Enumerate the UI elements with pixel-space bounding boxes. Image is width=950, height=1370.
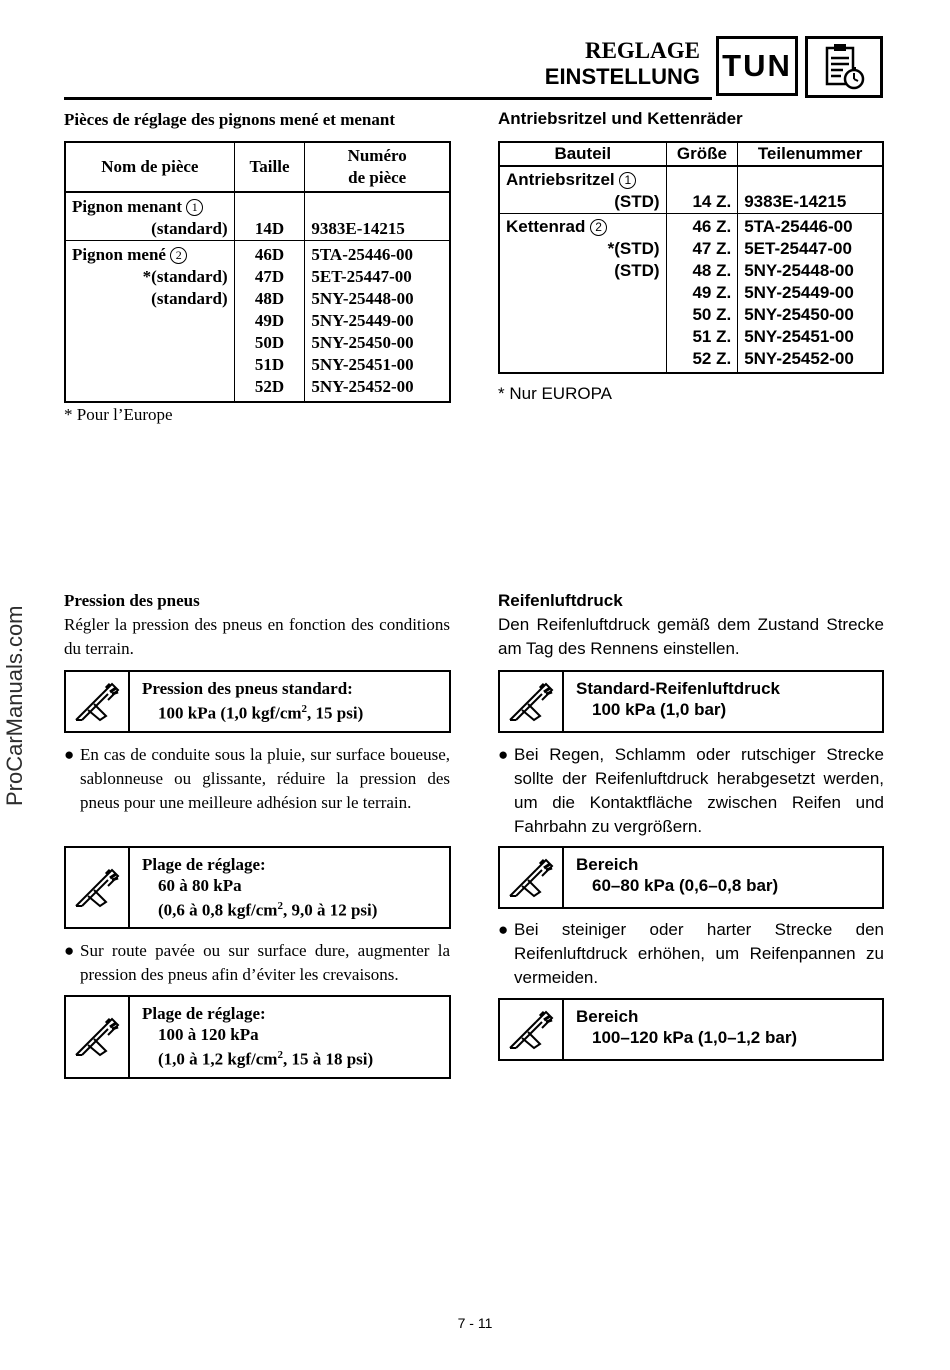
part-number-list <box>738 214 883 374</box>
size-cell: 48D <box>254 289 285 308</box>
tire-title-de: Reifenluftdruck <box>498 591 623 610</box>
drive-sprocket-name: Pignon menant 1 <box>72 196 234 218</box>
part-number-list <box>305 241 450 403</box>
bullet-item: ● Bei Regen, Schlamm oder rutschiger Strecke sollte der Reifenluftdruck herabgesetzt werden, um die Kontaktfläche zwischen Reifen und Fahrbahn zu vergrößern. <box>498 745 884 836</box>
size-cell: 49 Z. <box>692 283 732 302</box>
table-row <box>499 214 883 374</box>
standard-label: (STD) <box>614 192 660 211</box>
bullet-item: ● Sur route pavée ou sur surface dure, augmenter la pression des pneus afin d’éviter les crevaisons. <box>64 941 450 984</box>
caliper-gauge-icon <box>500 1000 564 1059</box>
spec-title: Bereich <box>576 1007 639 1026</box>
standard-eu-label: *(STD) <box>607 239 660 258</box>
bullet-dot: ● <box>498 920 509 939</box>
table-row <box>499 166 883 214</box>
spec-value: 60 à 80 kPa <box>158 876 242 895</box>
spec-title: Standard-Reifenluftdruck <box>576 679 781 698</box>
part-number-cell: 5NY-25450-00 <box>311 333 414 352</box>
spec-title: Bereich <box>576 855 639 874</box>
spec-value: (0,6 à 0,8 kgf/$cm^2$, 9,0 à 12 psi) <box>158 900 378 920</box>
footnote-de: * Nur EUROPA <box>498 384 612 403</box>
table-row <box>65 192 450 241</box>
spec-value: 100 kPa (1,0 bar) <box>592 700 727 719</box>
size-cell: 46 Z. <box>692 217 732 236</box>
part-number-cell: 9383E-14215 <box>305 192 450 241</box>
size-cell: 47D <box>254 267 285 286</box>
driven-sprocket-name: Kettenrad 2 <box>506 216 666 238</box>
svg-text:ProCarManuals.com: ProCarManuals.com <box>2 605 27 806</box>
part-number-cell: 5ET-25447-00 <box>744 239 852 258</box>
size-cell: 14D <box>234 192 305 241</box>
caliper-gauge-icon <box>66 997 130 1077</box>
part-number-cell: 5TA-25446-00 <box>311 245 414 264</box>
part-number-cell: 5NY-25451-00 <box>744 327 854 346</box>
part-number-cell: 5NY-25449-00 <box>744 283 854 302</box>
callout-number: 2 <box>590 219 607 236</box>
column-header-part-number <box>305 142 450 192</box>
sprocket-table-fr <box>64 141 451 403</box>
spec-box-range-fr <box>64 846 451 929</box>
tire-intro-fr: Régler la pression des pneus en fonction des conditions du terrain. <box>64 615 450 658</box>
header-rule <box>64 97 712 100</box>
spec-title: Pression des pneus standard: <box>142 679 353 698</box>
tire-title-fr: Pression des pneus <box>64 591 200 610</box>
part-number-cell: 5ET-25447-00 <box>311 267 412 286</box>
drive-sprocket-name: Antriebsritzel 1 <box>506 169 666 191</box>
bullet-dot: ● <box>64 745 75 764</box>
spec-value: (1,0 à 1,2 kgf/$cm^2$, 15 à 18 psi) <box>158 1049 374 1069</box>
spec-title: Plage de réglage: <box>142 1004 266 1023</box>
size-cell: 51 Z. <box>692 327 732 346</box>
clipboard-stopwatch-icon <box>805 36 883 98</box>
spec-box-range-de-2 <box>498 998 884 1061</box>
size-cell: 47 Z. <box>692 239 732 258</box>
section-code-badge: TUN <box>716 36 798 96</box>
caliper-gauge-icon <box>66 672 130 731</box>
header-title-de: EINSTELLUNG <box>544 64 700 89</box>
sprocket-table-de <box>498 141 884 374</box>
column-header-size: Größe <box>666 142 738 166</box>
bullet-dot: ● <box>498 745 509 764</box>
header-line-1: Numéro <box>347 146 407 165</box>
column-header-part-name: Bauteil <box>499 142 666 166</box>
part-number-cell: 5NY-25452-00 <box>311 377 414 396</box>
spec-value: 100 à 120 kPa <box>158 1025 259 1044</box>
size-cell: 49D <box>254 311 285 330</box>
size-cell: 51D <box>254 355 285 374</box>
size-cell: 52 Z. <box>692 349 732 368</box>
driven-sprocket-name: Pignon mené 2 <box>72 244 234 266</box>
spec-value: 60–80 kPa (0,6–0,8 bar) <box>592 876 779 895</box>
footnote-fr: * Pour l’Europe <box>64 405 173 424</box>
column-header-size: Taille <box>234 142 305 192</box>
part-number-cell: 5NY-25451-00 <box>311 355 414 374</box>
part-number-cell: 5NY-25450-00 <box>744 305 854 324</box>
size-cell: 52D <box>254 377 285 396</box>
standard-label: (standard) <box>151 219 228 238</box>
standard-eu-label: *(standard) <box>142 267 228 286</box>
column-header-part-name: Nom de pièce <box>65 142 234 192</box>
standard-label: (standard) <box>151 289 228 308</box>
header-title-fr: REGLAGE <box>584 38 700 63</box>
size-list <box>666 214 738 374</box>
size-cell: 50 Z. <box>692 305 732 324</box>
sprocket-title-de: Antriebsritzel und Kettenräder <box>498 109 743 128</box>
spec-title: Plage de réglage: <box>142 855 266 874</box>
header-line-2: de pièce <box>348 168 407 187</box>
callout-number: 2 <box>170 247 187 264</box>
part-number-cell: 5NY-25452-00 <box>744 349 854 368</box>
sprocket-title-fr: Pièces de réglage des pignons mené et menant <box>64 110 395 129</box>
size-cell: 46D <box>254 245 285 264</box>
size-cell: 14 Z. <box>666 166 738 214</box>
bullet-item: ● Bei steiniger oder harter Strecke den Reifenluftdruck erhöhen, um Reifenpannen zu vermeiden. <box>498 920 884 987</box>
table-row <box>65 241 450 403</box>
callout-number: 1 <box>186 199 203 216</box>
part-number-cell: 5NY-25448-00 <box>744 261 854 280</box>
spec-box-range-de <box>498 846 884 909</box>
part-number-cell: 5TA-25446-00 <box>744 217 853 236</box>
bullet-item: ● En cas de conduite sous la pluie, sur surface boueuse, sablonneuse ou glissante, réduire la pression des pneus pour une meilleure adhésion sur le terrain. <box>64 745 450 812</box>
spec-box-standard-de <box>498 670 884 733</box>
page-number: 7 - 11 <box>457 1315 493 1331</box>
standard-label: (STD) <box>614 261 660 280</box>
size-cell: 48 Z. <box>692 261 732 280</box>
part-number-cell: 5NY-25449-00 <box>311 311 414 330</box>
size-cell: 50D <box>254 333 285 352</box>
caliper-gauge-icon <box>66 848 130 927</box>
bullet-dot: ● <box>64 941 75 960</box>
spec-value: 100–120 kPa (1,0–1,2 bar) <box>592 1028 798 1047</box>
table-header-row <box>65 142 450 192</box>
size-list <box>234 241 305 403</box>
tire-intro-de: Den Reifenluftdruck gemäß dem Zustand Strecke am Tag des Rennens einstellen. <box>498 615 884 658</box>
caliper-gauge-icon <box>500 848 564 907</box>
spec-box-standard-fr <box>64 670 451 733</box>
part-number-cell: 5NY-25448-00 <box>311 289 414 308</box>
spec-box-range-fr-2 <box>64 995 451 1079</box>
part-number-cell: 9383E-14215 <box>738 166 883 214</box>
table-header-row <box>499 142 883 166</box>
spec-value: 100 kPa (1,0 kgf/$cm^2$, 15 psi) <box>158 703 364 723</box>
column-header-part-number: Teilenummer <box>738 142 883 166</box>
watermark <box>0 570 30 810</box>
callout-number: 1 <box>619 172 636 189</box>
caliper-gauge-icon <box>500 672 564 731</box>
